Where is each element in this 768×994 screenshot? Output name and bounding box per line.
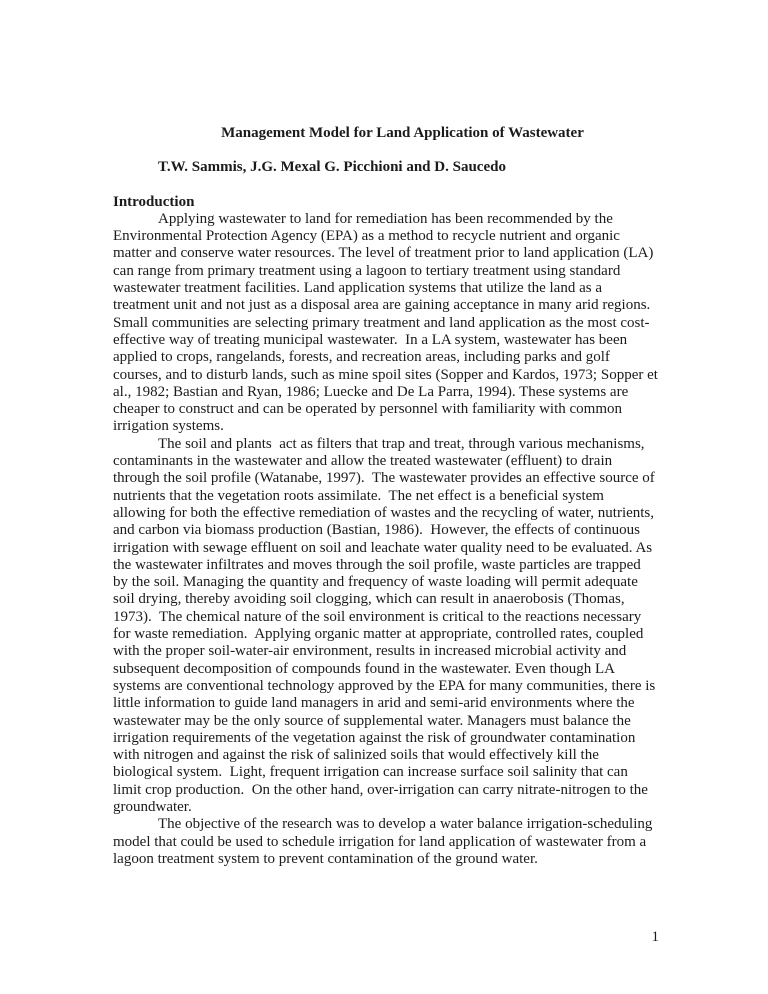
paper-title: Management Model for Land Application of Wastewater — [221, 125, 584, 141]
paper-authors: T.W. Sammis, J.G. Mexal G. Picchioni and D. Saucedo — [158, 159, 506, 176]
paragraph-3: The objective of the research was to develop a water balance irrigation-scheduling model that could be used to schedule irrigation for land application of wastewater from a lagoon treatment system to prevent contamination of the ground water. — [113, 816, 657, 867]
page-content — [113, 125, 662, 868]
paragraph-2: The soil and plants act as filters that trap and treat, through various mechanisms, contaminants in the wastewater and allow the treated wastewater (effluent) to drain through the soil profile (Watanabe, 1997). The wastewater provides an effective source of nutrients that the vegetation roots assimilate. The net effect is a beneficial system allowing for both the effective remediation of wastes and the recycling of water, nutrients, and carbon via biomass production (Bastian, 1986). However, the effects of continuous irrigation with sewage effluent on soil and leachate water quality need to be evaluated. As the wastewater infiltrates and moves through the soil profile, waste particles are trapped by the soil. Managing the quantity and frequency of waste loading will permit adequate soil drying, thereby avoiding soil clogging, which can result in anaerobosis (Thomas, 1973). The chemical nature of the soil environment is critical to the reactions necessary for waste remediation. Applying organic matter at appropriate, controlled rates, coupled with the proper soil-water-air environment, results in increased microbial activity and subsequent decomposition of compounds found in the wastewater. Even though LA systems are conventional technology approved by the EPA for many communities, there is little information to guide land managers in arid and semi-arid environments where the wastewater may be the only source of supplemental water. Managers must balance the irrigation requirements of the vegetation against the risk of groundwater contamination with nitrogen and against the risk of salinized soils that would effectively kill the biological system. Light, frequent irrigation can increase surface soil salinity that can limit crop production. On the other hand, over-irrigation can carry nitrate-nitrogen to the groundwater. — [113, 435, 659, 815]
paragraph-1: Applying wastewater to land for remediation has been recommended by the Environmental Protection Agency (EPA) as a method to recycle nutrient and organic matter and conserve water resources. The level of treatment prior to land application (LA) can range from primary treatment using a lagoon to tertiary treatment using standard wastewater treatment facilities. Land application systems that utilize the land as a treatment unit and not just as a disposal area are gaining acceptance in many arid regions. Small communities are selecting primary treatment and land application as the most cost-effective way of treating municipal wastewater. In a LA system, wastewater has been applied to crops, rangelands, forests, and recreation areas, including parks and golf courses, and to disturb lands, such as mine spoil sites (Sopper and Kardos, 1973; Sopper et al., 1982; Bastian and Ryan, 1986; Luecke and De La Parra, 1994). These systems are cheaper to construct and can be operated by personnel with familiarity with common irrigation systems. — [113, 210, 662, 435]
section-heading-introduction: Introduction — [113, 193, 195, 210]
page-number: 1 — [651, 929, 659, 945]
